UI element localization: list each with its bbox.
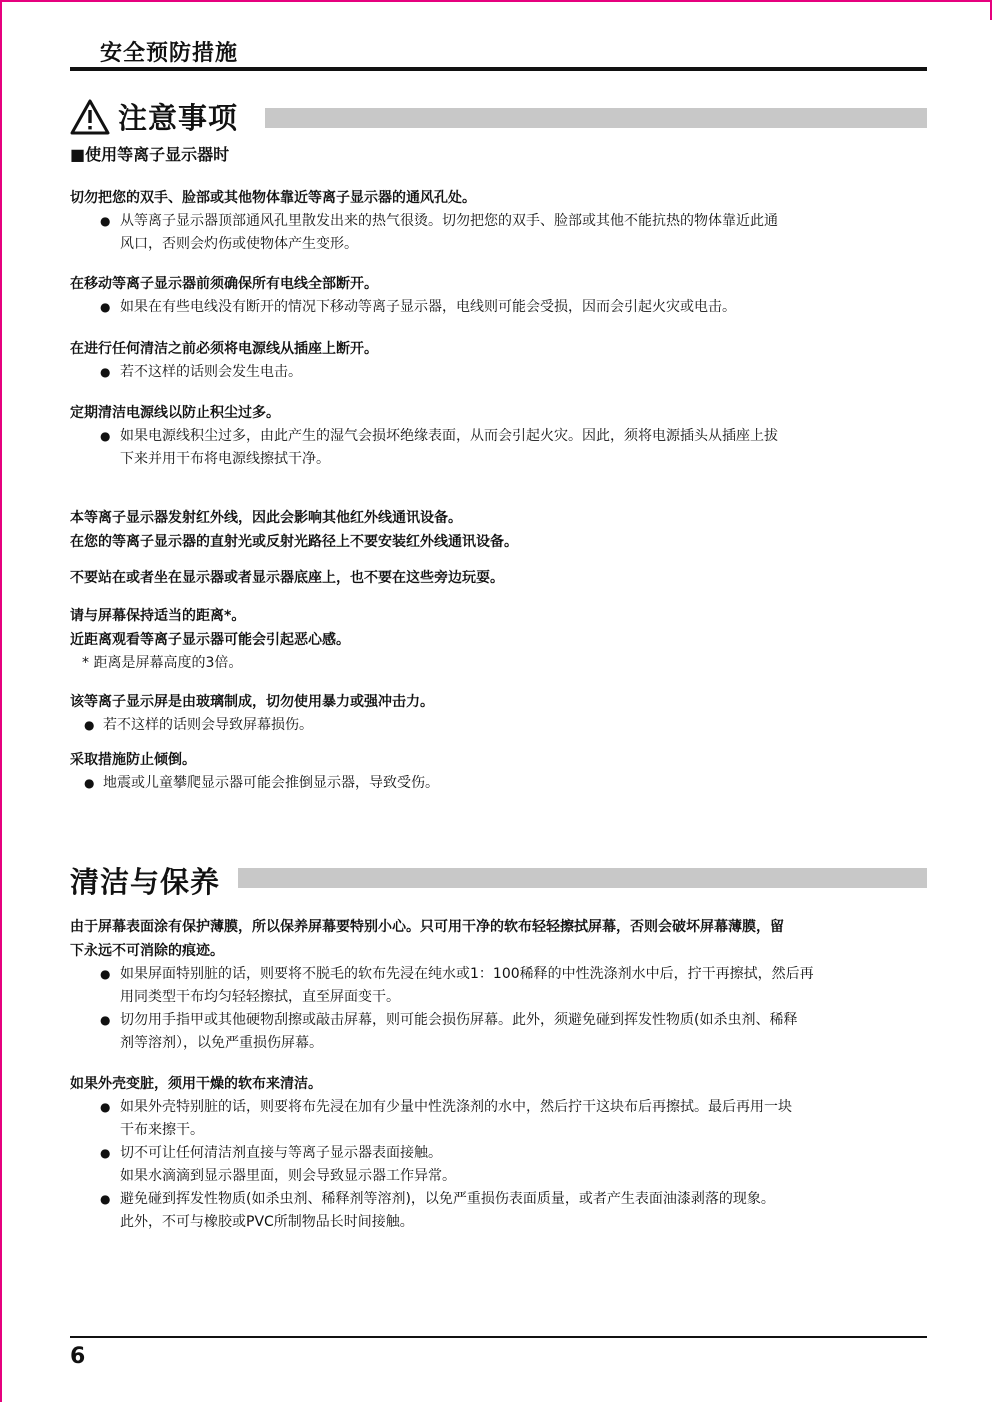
caution-group-clean-unplug [70,337,930,384]
bullet-item [70,1142,930,1188]
caution-heading-line: 在您的等离子显示器的直射光或反射光路径上不要安装红外线通讯设备。 [70,534,518,550]
caution-heading-line: 定期清洁电源线以防止积尘过多。 [70,405,280,421]
bullet-item [70,1009,930,1055]
cleaning-intro-line: 下永远不可消除的痕迹。 [70,943,224,959]
caution-group-dust [70,401,930,471]
cleaning-heading-line: 如果外壳变脏，须用干燥的软布来清洁。 [70,1076,322,1092]
caution-title: 注意事项 [118,101,239,135]
caution-title-bar [265,108,927,128]
caution-heading-line: 切勿把您的双手、脸部或其他物体靠近等离子显示器的通风孔处。 [70,190,476,206]
footnote: * 距离是屏幕高度的3倍。 [82,655,243,671]
bullet-item [70,1188,930,1234]
page-edge-mark-top [0,0,992,2]
header-rule [70,67,927,71]
caution-group-vent [70,186,930,256]
caution-group-infrared [70,506,930,554]
caution-group-tipping [70,748,930,795]
bullet-text: ● 地震或儿童攀爬显示器可能会推倒显示器，导致受伤。 [103,775,439,791]
bullet-text-cont: 剂等溶剂），以免严重损伤屏幕。 [120,1035,323,1051]
cleaning-heading [70,860,220,901]
caution-heading-line: 请与屏幕保持适当的距离*。 [70,608,246,624]
bullet-text: ● 切勿用手指甲或其他硬物刮擦或敲击屏幕，则可能会损伤屏幕。此外，须避免碰到挥发性物质(如杀虫剂、稀释 [120,1012,798,1028]
bullet-text: ● 从等离子显示器顶部通风孔里散发出来的热气很烫。切勿把您的双手、脸部或其他不能抗热的物体靠近此通 [120,213,778,229]
caution-group-glass [70,690,930,737]
bullet-text-cont: 下来并用干布将电源线擦拭干净。 [120,451,330,467]
cleaning-title-bar [238,868,927,888]
bullet-item [70,425,930,471]
caution-heading-line: 该等离子显示屏是由玻璃制成，切勿使用暴力或强冲击力。 [70,694,434,710]
caution-group-move [70,272,930,319]
caution-heading-line: 在移动等离子显示器前须确保所有电线全部断开。 [70,276,378,292]
bullet-text: ● 若不这样的话则会发生电击。 [120,364,302,380]
bullet-text: ● 如果电源线积尘过多，由此产生的湿气会损坏绝缘表面，从而会引起火灾。因此，须将电源插头从插座上拔 [120,428,778,444]
page-header-title: 安全预防措施 [100,41,239,66]
bullet-text-cont: 用同类型干布均匀轻轻擦拭，直至屏面变干。 [120,989,400,1005]
bullet-text: ● 如果外壳特别脏的话，则要将布先浸在加有少量中性洗涤剂的水中，然后拧干这块布后再擦拭。最后再用一块 [120,1099,792,1115]
bullet-text: ● 若不这样的话则会导致屏幕损伤。 [103,717,313,733]
bullet-text-cont: 如果水滴滴到显示器里面，则会导致显示器工作异常。 [120,1168,456,1184]
cleaning-cabinet-group [70,1072,930,1234]
caution-heading-line: 采取措施防止倾倒。 [70,752,196,768]
footer-rule [70,1336,927,1338]
bullet-item [70,296,930,319]
caution-subhead: ■使用等离子显示器时 [70,145,230,164]
bullet-text-cont: 此外，不可与橡胶或PVC所制物品长时间接触。 [120,1214,414,1230]
warning-triangle-icon [70,99,110,135]
bullet-text: ● 如果在有些电线没有断开的情况下移动等离子显示器，电线则可能会受损，因而会引起火灾或电击。 [120,299,736,315]
caution-heading-line: 不要站在或者坐在显示器或者显示器底座上，也不要在这些旁边玩耍。 [70,570,504,586]
cleaning-intro-line: 由于屏幕表面涂有保护薄膜，所以保养屏幕要特别小心。只可用干净的软布轻轻擦拭屏幕，否则会破坏屏幕薄膜，留 [70,919,784,935]
cleaning-screen-group [70,915,930,1055]
bullet-item [70,361,930,384]
caution-heading-line: 在进行任何清洁之前必须将电源线从插座上断开。 [70,341,378,357]
caution-heading-line: 本等离子显示器发射红外线，因此会影响其他红外线通讯设备。 [70,510,462,526]
bullet-item [70,210,930,256]
bullet-text-cont: 风口，否则会灼伤或使物体产生变形。 [120,236,358,252]
bullet-item [70,772,930,795]
bullet-text: ● 切不可让任何清洁剂直接与等离子显示器表面接触。 [120,1145,442,1161]
bullet-text: ● 如果屏面特别脏的话，则要将不脱毛的软布先浸在纯水或1：100稀释的中性洗涤剂水中后，拧干再擦拭，然后再 [120,966,814,982]
bullet-item [70,1096,930,1142]
bullet-text-cont: 干布来擦干。 [120,1122,204,1138]
bullet-text: ● 避免碰到挥发性物质(如杀虫剂、稀释剂等溶剂)，以免严重损伤表面质量，或者产生表面油漆剥落的现象。 [120,1191,775,1207]
cleaning-title: 清洁与保养 [70,865,221,899]
caution-group-distance [70,604,930,675]
caution-heading [70,96,238,137]
page-number: 6 [70,1344,86,1369]
page-edge-mark-left [0,0,2,1402]
caution-heading-line: 近距离观看等离子显示器可能会引起恶心感。 [70,632,350,648]
bullet-item [70,963,930,1009]
bullet-item [70,714,930,737]
caution-group-stand [70,566,930,590]
